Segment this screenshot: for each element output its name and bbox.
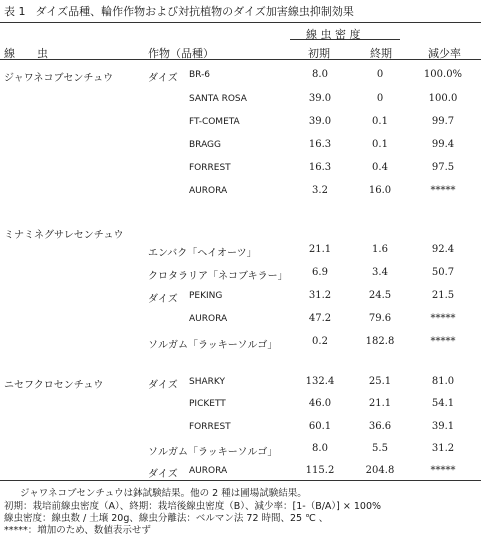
final-value: 24.5 [368, 290, 392, 301]
initial-value: 3.2 [312, 185, 328, 196]
cultivar-name: FORREST [189, 422, 231, 432]
top-rule [0, 22, 481, 23]
final-value: 5.5 [372, 443, 388, 454]
final-value: 3.4 [372, 267, 388, 278]
table-caption: ダイズ品種、輪作作物および対抗植物のダイズ加害線虫抑制効果 [35, 5, 354, 18]
initial-value: 39.0 [308, 93, 332, 104]
cultivar-name: AURORA [189, 466, 228, 476]
final-value: 0.1 [372, 116, 388, 127]
header-bottom-rule [0, 59, 481, 60]
initial-value: 16.3 [308, 162, 332, 173]
initial-value: 115.2 [305, 465, 335, 476]
footnote: 線虫密度：線虫数 / 土壌 20g、線虫分離法：ベルマン法 72 時間、25 ℃ 、 [4, 513, 329, 524]
initial-value: 16.3 [308, 139, 332, 150]
final-value: 16.0 [368, 185, 392, 196]
cultivar-name: BRAGG [189, 140, 222, 150]
reduction-value: 39.1 [431, 421, 455, 432]
header-density: 線 虫 密 度 [306, 28, 361, 41]
initial-value: 6.9 [312, 267, 328, 278]
table-bottom-rule [0, 480, 481, 481]
table-title [4, 3, 354, 19]
reduction-value: 54.1 [431, 398, 455, 409]
crop-name: エンバク「ヘイオーツ」 [148, 248, 257, 259]
initial-value: 8.0 [312, 69, 328, 80]
cultivar-name: SHARKY [189, 377, 225, 387]
header-crop: 作物（品種） [148, 47, 214, 60]
initial-value: 47.2 [308, 313, 332, 324]
crop-name: ソルガム「ラッキーソルゴ」 [148, 447, 278, 458]
initial-value: 0.2 [312, 336, 328, 347]
reduction-value: ***** [430, 336, 456, 347]
crop-name: ダイズ [148, 73, 178, 84]
reduction-value: ***** [430, 185, 456, 196]
reduction-value: 97.5 [431, 162, 455, 173]
header-reduction: 減少率 [428, 47, 461, 60]
final-value: 0.4 [372, 162, 388, 173]
reduction-value: 99.4 [431, 139, 455, 150]
final-value: 0.1 [372, 139, 388, 150]
final-value: 0 [376, 93, 384, 104]
initial-value: 21.1 [308, 244, 332, 255]
crop-name: ダイズ [148, 469, 178, 480]
initial-value: 39.0 [308, 116, 332, 127]
crop-name: クロタラリア「ネコブキラー」 [148, 271, 288, 282]
header-final: 終期 [370, 47, 392, 60]
reduction-value: 100.0% [423, 69, 463, 80]
final-value: 25.1 [368, 376, 392, 387]
final-value: 204.8 [365, 465, 395, 476]
reduction-value: 31.2 [431, 443, 455, 454]
cultivar-name: BR-6 [189, 70, 211, 80]
table-number: 表 1 [4, 5, 26, 18]
initial-value: 132.4 [305, 376, 335, 387]
final-value: 21.1 [368, 398, 392, 409]
reduction-value: 92.4 [431, 244, 455, 255]
crop-name: ソルガム「ラッキーソルゴ」 [148, 340, 278, 351]
cultivar-name: AURORA [189, 314, 228, 324]
reduction-value: 100.0 [428, 93, 458, 104]
crop-name: ダイズ [148, 380, 178, 391]
initial-value: 60.1 [308, 421, 332, 432]
reduction-value: ***** [430, 465, 456, 476]
final-value: 0 [376, 69, 384, 80]
cultivar-name: FT-COMETA [189, 117, 240, 127]
header-initial: 初期 [308, 47, 330, 60]
reduction-value: 50.7 [431, 267, 455, 278]
cultivar-name: FORREST [189, 163, 231, 173]
final-value: 79.6 [368, 313, 392, 324]
reduction-value: 99.7 [431, 116, 455, 127]
crop-name: ダイズ [148, 294, 178, 305]
final-value: 182.8 [365, 336, 395, 347]
footnote: *****：増加のため、数値表示せず [4, 525, 151, 536]
reduction-value: 81.0 [431, 376, 455, 387]
initial-value: 46.0 [308, 398, 332, 409]
footnote: ジャワネコブセンチュウは鉢試験結果。他の 2 種は圃場試験結果。 [20, 488, 307, 499]
final-value: 1.6 [372, 244, 388, 255]
nematode-name: ミナミネグサレセンチュウ [4, 230, 124, 241]
footnote: 初期：栽培前線虫密度（A）、終期：栽培後線虫密度（B）、減少率：[1-（B/A）] × 100% [4, 501, 382, 512]
cultivar-name: PEKING [189, 291, 223, 301]
reduction-value: ***** [430, 313, 456, 324]
reduction-value: 21.5 [431, 290, 455, 301]
initial-value: 31.2 [308, 290, 332, 301]
cultivar-name: AURORA [189, 186, 228, 196]
initial-value: 8.0 [312, 443, 328, 454]
nematode-name: ニセフクロセンチュウ [4, 380, 104, 391]
header-nematode: 線 虫 [4, 47, 48, 60]
final-value: 36.6 [368, 421, 392, 432]
cultivar-name: PICKETT [189, 399, 226, 409]
cultivar-name: SANTA ROSA [189, 94, 247, 104]
nematode-name: ジャワネコブセンチュウ [4, 73, 114, 84]
